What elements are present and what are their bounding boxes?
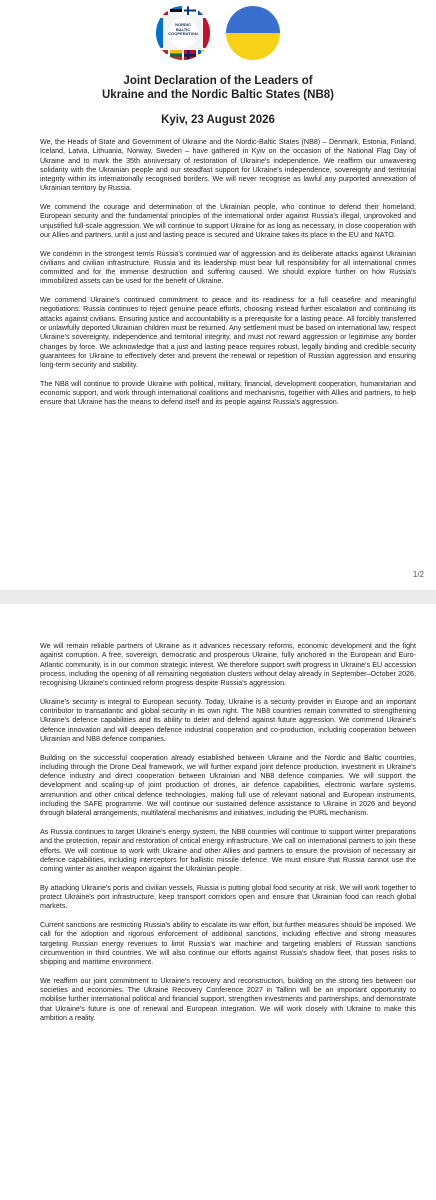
ukraine-flag-icon (226, 6, 280, 60)
document-page-2 (0, 604, 436, 1200)
paragraph: We reaffirm our joint commitment to Ukraine's recovery and reconstruction, building on the strong ties between our societies and economies. The Ukraine Recovery Conference 2027 in Tallinn will be an important opportunity to mobilise further international political and financial support, strengthen investments and partnerships, and demonstrate that Ukraine's future is one of renewal and European integration. We will work closely with Ukraine to make this ambition a reality. (40, 976, 416, 1022)
logo-row (0, 0, 436, 64)
paragraph: Building on the successful cooperation already established between Ukraine and the Nordic and Baltic countries, including through the Drone Deal framework, we will further expand joint defence production, investment in Ukraine's defence industry and direct cooperation between Ukrainian and NB8 defence companies. We will support the development and scaling-up of joint production of drones, air defence capabilities, electronic warfare systems, ammunition and other critical defence technologies, making full use of relevant national and European instruments, including the SAFE programme. We will continue our sustained defence assistance to Ukraine in 2026 and beyond through bilateral arrangements, multilateral mechanisms and initiatives, including the PURL mechanism. (40, 753, 416, 818)
paragraph: Ukraine's security is integral to European security. Today, Ukraine is a security provider in Europe and an important contributor to transatlantic and global security in its own right. The NB8 countries remain committed to strengthening Ukraine's defence capabilities and its ability to deter and defend against future aggression. We commend Ukraine's defence innovation and will deepen defence industrial cooperation and co-production, including cooperation between Ukrainian and NB8 defence companies. (40, 697, 416, 743)
nb8-logo-text: NORDIC BALTIC COOPERATION (168, 22, 198, 36)
paragraph: We commend Ukraine's continued commitment to peace and its readiness for a full ceasefire and meaningful negotiations. Russia continues to reject genuine peace efforts, choosing instead further escalation and continuing its attacks against civilians. Ensuring justice and accountability is a prerequisite for a lasting peace. All forcibly transferred or unlawfully deported Ukrainian children must be returned. Any settlement must be based on international law, respect Ukraine's sovereignty, independence and territorial integrity, and must not reward aggression or legitimise any border changes by force. We acknowledge that a just and lasting peace requires robust, legally binding and credible security guarantees for Ukraine to effectively deter and prevent the renewal or repetition of Russian aggression and ensuring long-term security and stability. (40, 296, 416, 370)
paragraph: We, the Heads of State and Government of Ukraine and the Nordic-Baltic States (NB8) – Denmark, Estonia, Finland, Iceland, Latvia, Lithuania, Norway, Sweden – have gathered in Kyiv on the occasion of the National Flag Day of Ukraine and to mark the 35th anniversary of restoration of Ukraine's independence. We reaffirm our unwavering solidarity with the Ukrainian people and our steadfast support for Ukraine's independence, sovereignty and territorial integrity within its internationally recognised borders. We will never recognise as lawful any purported annexation of Ukrainian territory by Russia. (40, 138, 416, 193)
paragraph: Current sanctions are restricting Russia's ability to escalate its war effort, but further measures should be imposed. We call for the adoption and rigorous enforcement of additional sanctions, including effective and strong measures targeting Russian energy revenues to limit Russia's war machine and targeting enablers of Russian sanctions circumvention in third countries. We will also continue our efforts against Russia's shadow fleet, that poses risks to shipping and maritime environment. (40, 920, 416, 967)
paragraph: We will remain reliable partners of Ukraine as it advances necessary reforms, economic development and the fight against corruption. A free, sovereign, democratic and prosperous Ukraine, fully anchored in the European and Euro-Atlantic community, is in our common strategic interest. We therefore support swift progress in Ukraine's EU accession process, including the opening of all remaining negotiation clusters without delay already in September–October 2026, recognising Ukraine's continued reform progress despite Russia's aggression. (40, 642, 416, 688)
document-title-line-1: Joint Declaration of the Leaders of (123, 75, 313, 87)
paragraph: We condemn in the strongest terms Russia's continued war of aggression and its deliberate attacks against Ukrainian civilians and civilian infrastructure. Russia and its leadership must bear full responsibility for all international crimes committed and for the immense destruction and suffering caused. We should explore further on how Russia's immobilized assets can be used for the benefit of Ukraine. (40, 249, 416, 286)
document-title-line-2: Ukraine and the Nordic Baltic States (NB8) (102, 89, 334, 101)
paragraph: By attacking Ukraine's ports and civilian vessels, Russia is putting global food security at risk. We will work together to protect Ukraine's port infrastructure, keep transport corridors open and ensure that Ukrainian food can reach global markets. (40, 883, 416, 911)
nb8-logo (156, 6, 210, 60)
document-page-1 (0, 0, 436, 590)
paragraph: We commend the courage and determination of the Ukrainian people, who continue to defend their homeland, European security and the fundamental principles of the international order against Russia's illegal, unprovoked and unjustified full-scale aggression. We will continue to support Ukraine for as long as necessary, in close cooperation with our Allies and partners, until a just and lasting peace is secured and Ukraine takes its place in the EU and NATO. (40, 203, 417, 239)
dateline: Kyiv, 23 August 2026 (161, 114, 275, 126)
page-number: 1/2 (412, 570, 424, 579)
paragraph: As Russia continues to target Ukraine's energy system, the NB8 countries will continue to support winter preparations and the protection, repair and restoration of critical energy infrastructure. We call on international partners to join these efforts. We will continue to work with Ukraine and other Allies and partners to ensure the provision of necessary air defence capabilities, including interceptors for ballistic missile defence. We must ensure that Russia cannot use the coming winter as another weapon against the Ukrainian people. (40, 827, 416, 874)
paragraph: The NB8 will continue to provide Ukraine with political, military, financial, development cooperation, humanitarian and economic support, and work through international coalitions and mechanisms, together with Allies and partners, to help ensure that Ukraine has the means to defend itself and its people against Russia's aggression. (40, 379, 416, 407)
document-title (0, 74, 436, 102)
